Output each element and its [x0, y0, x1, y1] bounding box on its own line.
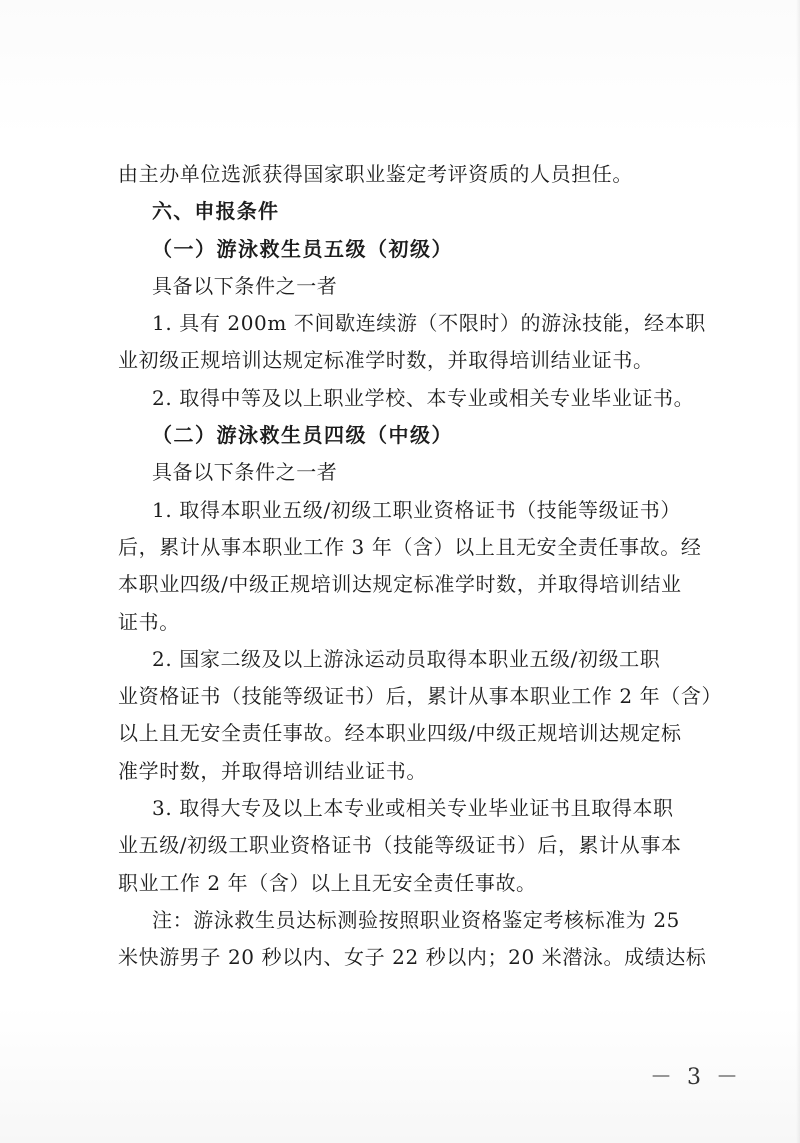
list-item-line: 业五级/初级工职业资格证书（技能等级证书）后，累计从事本 [118, 833, 682, 858]
section-heading: 六、申报条件 [152, 199, 280, 224]
list-item-line: 业初级正规培训达规定标准学时数，并取得培训结业证书。 [118, 348, 654, 373]
list-item-line: 证书。 [118, 609, 180, 634]
note-line: 注：游泳救生员达标测验按照职业资格鉴定考核标准为 25 [152, 907, 681, 932]
paragraph-line: 具备以下条件之一者 [152, 460, 338, 485]
list-item-line: 以上且无安全责任事故。经本职业四级/中级正规培训达规定标 [118, 721, 682, 746]
list-item-line: 1. 取得本职业五级/初级工职业资格证书（技能等级证书） [152, 497, 681, 522]
note-line: 米快游男子 20 秒以内、女子 22 秒以内；20 米潜泳。成绩达标 [118, 945, 707, 970]
list-item-line: 本职业四级/中级正规培训达规定标准学时数，并取得培训结业 [118, 572, 682, 597]
list-item-line: 职业工作 2 年（含）以上且无安全责任事故。 [118, 870, 537, 895]
list-item-line: 2. 国家二级及以上游泳运动员取得本职业五级/初级工职 [152, 646, 661, 671]
list-item-line: 1. 具有 200m 不间歇连续游（不限时）的游泳技能，经本职 [152, 311, 706, 336]
scan-edge-shadow [796, 0, 800, 1143]
paragraph-line: 具备以下条件之一者 [152, 273, 338, 298]
body-text [118, 156, 723, 977]
page-number: － 3 － [650, 1065, 742, 1090]
list-item-line: 业资格证书（技能等级证书）后，累计从事本职业工作 2 年（含） [118, 684, 723, 709]
list-item-line: 准学时数，并取得培训结业证书。 [118, 758, 427, 783]
paragraph-line: 由主办单位选派获得国家职业鉴定考评资质的人员担任。 [118, 162, 633, 186]
list-item-line: 后，累计从事本职业工作 3 年（含）以上且无安全责任事故。经 [118, 534, 702, 559]
list-item-line: 2. 取得中等及以上职业学校、本专业或相关专业毕业证书。 [152, 385, 695, 410]
subsection-heading: （二）游泳救生员四级（中级） [152, 423, 453, 448]
subsection-heading: （一）游泳救生员五级（初级） [152, 236, 453, 261]
list-item-line: 3. 取得大专及以上本专业或相关专业毕业证书且取得本职 [152, 796, 674, 821]
